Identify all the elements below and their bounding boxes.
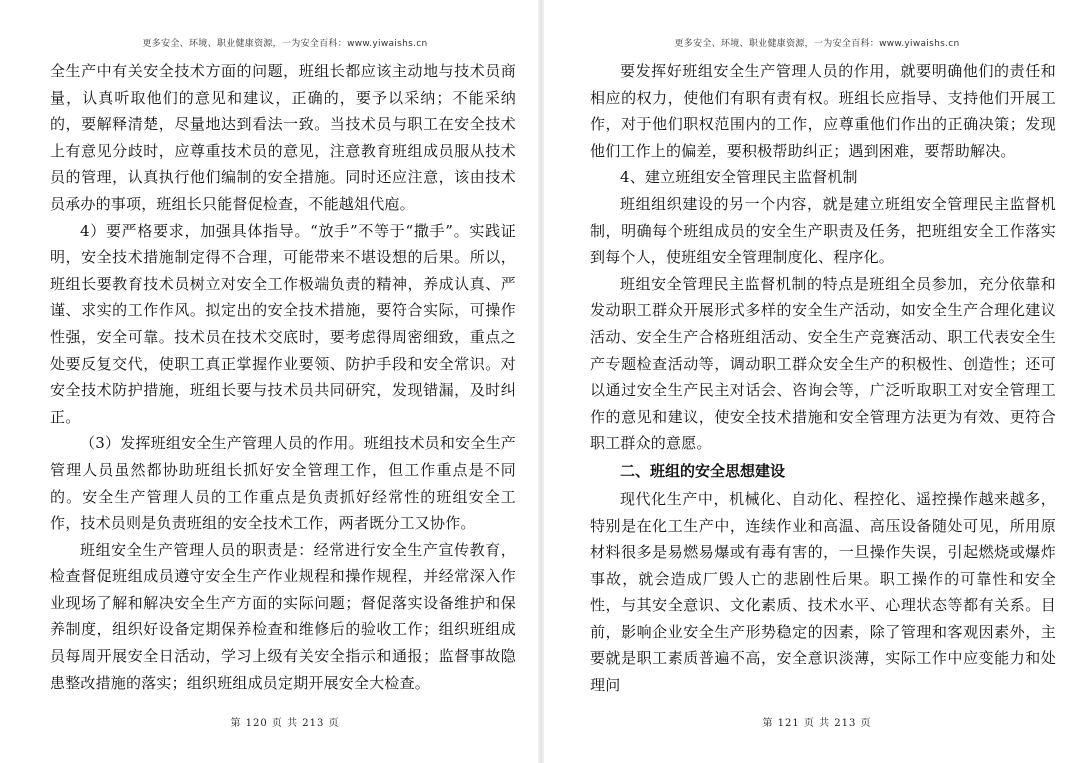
page-footer: 第 120 页 共 213 页 — [230, 718, 340, 729]
paragraph: 要发挥好班组安全生产管理人员的作用，就要明确他们的责任和相应的权力，使他们有职有责有权。班组长应指导、支持他们开展工作，对于他们职权范围内的工作，应尊重他们作出的正确决策；发现他们工作上的偏差，要积极帮助纠正；遇到困难，要帮助解决。 — [590, 62, 1056, 160]
paragraph: 班组安全管理民主监督机制的特点是班组全员参加，充分依靠和发动职工群众开展形式多样的安全生产活动，如安全生产合理化建议活动、安全生产合格班组活动、安全生产竞赛活动、职工代表安全生产专题检查活动等，调动职工群众安全生产的积极性、创造性；还可以通过安全生产民主对话会、咨询会等，广泛听取职工对安全管理工作的意见和建议，使安全技术措施和安全管理方法更为有效、更符合职工群众的意愿。 — [590, 274, 1056, 453]
section-heading: 二、班组的安全思想建设 — [620, 461, 786, 480]
paragraph: 现代化生产中，机械化、自动化、程控化、遥控操作越来越多，特别是在化工生产中，连续作业和高温、高压设备随处可见，所用原材料很多是易燃易爆或有毒有害的，一旦操作失误，引起燃烧或爆炸事故，就会造成厂毁人亡的悲剧性后果。职工操作的可靠性和安全性，与其安全意识、文化素质、技术水平、心理状态等都有关系。目前，影响企业安全生产形势稳定的因素，除了管理和客观因素外，主要就是职工素质普遍不高，安全意识淡薄，实际工作中应变能力和处理问 — [590, 489, 1056, 695]
paragraph: 班组安全生产管理人员的职责是：经常进行安全生产宣传教育，检查督促班组成员遵守安全生产作业规程和操作规程，并经常深入作业现场了解和解决安全生产方面的实际问题；督促落实设备维护和保养制度，组织好设备定期保养检查和维修后的验收工作；组织班组成员每周开展安全日活动，学习上级有关安全指示和通报；监督事故隐患整改措施的落实；组织班组成员定期开展安全大检查。 — [50, 540, 516, 692]
subsection-heading: 4、建立班组安全管理民主监督机制 — [620, 168, 858, 187]
page-gutter — [538, 0, 544, 763]
left-page — [30, 0, 540, 763]
page-header: 更多安全、环境、职业健康资源，一为安全百科：www.yiwaishs.cn — [142, 39, 428, 49]
page-footer: 第 121 页 共 213 页 — [762, 718, 872, 729]
paragraph: （3）发挥班组安全生产管理人员的作用。班组技术员和安全生产管理人员虽然都协助班组长抓好安全管理工作，但工作重点是不同的。安全生产管理人员的工作重点是负责抓好经常性的班组安全工作，技术员则是负责班组的安全技术工作，两者既分工又协作。 — [50, 434, 516, 533]
right-page — [562, 0, 1072, 763]
page-header: 更多安全、环境、职业健康资源，一为安全百科：www.yiwaishs.cn — [674, 39, 960, 49]
paragraph: 全生产中有关安全技术方面的问题，班组长都应该主动地与技术员商量，认真听取他们的意见和建议，正确的，要予以采纳；不能采纳的，要解释清楚，尽量地达到看法一致。当技术员与职工在安全技术上有意见分歧时，应尊重技术员的意见，注意教育班组成员服从技术员的管理，认真执行他们编制的安全措施。同时还应注意，该由技术员承办的事项，班组长只能督促检查，不能越俎代庖。 — [50, 62, 516, 213]
page-body — [590, 58, 1056, 699]
page-body — [50, 58, 516, 696]
paragraph: 4）要严格要求，加强具体指导。“放手”不等于“撒手”。实践证明，安全技术措施制定得不合理，可能带来不堪设想的后果。所以，班组长要教育技术员树立对安全工作极端负责的精神，养成认真、严谨、求实的工作作风。拟定出的安全技术措施，要符合实际，可操作性强，安全可靠。技术员在技术交底时，要考虑得周密细致，重点之处要反复交代，使职工真正掌握作业要领、防护手段和安全常识。对安全技术防护措施，班组长要与技术员共同研究，发现错漏，及时纠正。 — [50, 221, 516, 426]
paragraph: 班组组织建设的另一个内容，就是建立班组安全管理民主监督机制，明确每个班组成员的安全生产职责及任务，把班组安全工作落实到每个人，使班组安全管理制度化、程序化。 — [590, 194, 1056, 267]
